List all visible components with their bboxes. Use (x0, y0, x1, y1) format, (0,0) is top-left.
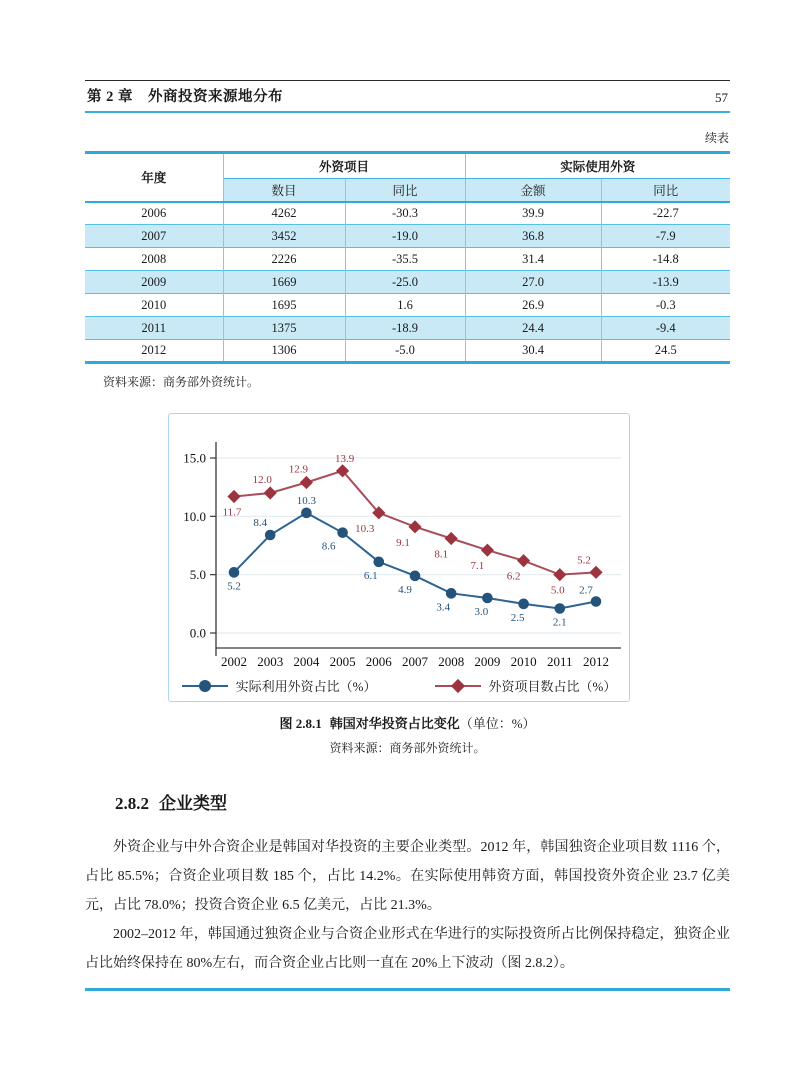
x-tick-label: 2003 (257, 654, 284, 669)
x-tick-label: 2010 (510, 654, 537, 669)
table-cell: 31.4 (465, 248, 601, 271)
table-cell: 1669 (223, 271, 345, 294)
data-point (553, 568, 566, 581)
data-point (589, 566, 602, 579)
table-cell: 39.9 (465, 202, 601, 225)
table-source-note: 资料来源：商务部外资统计。 (103, 375, 260, 389)
figure-number: 图 2.8.1 (279, 716, 322, 731)
data-label: 13.9 (334, 452, 355, 465)
table-header-row (85, 153, 730, 179)
y-tick-label: 0.0 (189, 625, 206, 641)
table-cell: -5.0 (345, 340, 465, 363)
data-point (229, 567, 240, 578)
figure-unit: （单位：%） (459, 716, 536, 731)
x-tick-label: 2007 (402, 654, 428, 669)
data-point (445, 532, 458, 545)
page-content (85, 80, 730, 978)
section-heading (115, 789, 730, 814)
data-point (446, 588, 457, 599)
legend-swatch-circle (182, 679, 228, 693)
x-tick-label: 2005 (329, 654, 356, 669)
data-label: 3.4 (436, 601, 451, 614)
data-label: 2.7 (579, 584, 593, 597)
circle-marker-icon (199, 680, 211, 692)
figure-caption (85, 713, 730, 732)
col-group-actual: 实际使用外资 (465, 153, 730, 179)
table-row (85, 225, 730, 248)
table-cell: 2006 (85, 202, 223, 225)
col-header-amount: 金额 (465, 179, 601, 202)
table-cell: 3452 (223, 225, 345, 248)
section-title: 企业类型 (159, 794, 227, 813)
data-label: 9.1 (396, 536, 410, 549)
table-row (85, 248, 730, 271)
col-group-projects: 外资项目 (223, 153, 465, 179)
data-label: 10.3 (296, 494, 317, 507)
data-point (555, 603, 566, 614)
chart-legend (169, 676, 629, 695)
data-label: 8.6 (321, 540, 336, 553)
table-cell: 1306 (223, 340, 345, 363)
data-label: 6.1 (363, 569, 378, 582)
footer-rule (85, 988, 730, 991)
data-point (518, 599, 529, 610)
table-cell: 26.9 (465, 294, 601, 317)
table-row (85, 317, 730, 340)
table-cell: 24.5 (654, 343, 677, 357)
y-tick-label: 15.0 (183, 450, 206, 466)
data-table (85, 151, 730, 364)
table-cell: -22.7 (652, 205, 679, 220)
data-point (337, 527, 348, 538)
table-continued-label: 续表 (704, 131, 729, 145)
data-label: 5.2 (577, 554, 591, 567)
table-body (85, 202, 730, 363)
legend-item-project-count (435, 676, 617, 695)
col-header-year: 年度 (85, 153, 223, 202)
data-point (264, 486, 277, 499)
x-tick-label: 2009 (474, 654, 501, 669)
table-cell: -13.9 (601, 271, 730, 294)
data-point (410, 571, 421, 582)
table-cell: -30.3 (345, 202, 465, 225)
line-chart (169, 424, 629, 674)
table-cell: -14.8 (652, 251, 679, 266)
diamond-marker-icon (450, 678, 464, 692)
data-label: 12.0 (252, 474, 272, 486)
figure-title: 韩国对华投资占比变化 (329, 716, 460, 731)
table-cell: 4262 (223, 202, 345, 225)
data-point (591, 596, 602, 607)
data-point (517, 554, 530, 567)
table-row (85, 294, 730, 317)
figure-chart-box (168, 413, 630, 702)
chapter-title: 第 2 章 外商投资来源地分布 (87, 89, 283, 105)
table-cell: 36.8 (465, 225, 601, 248)
table-cell: 2007 (85, 225, 223, 248)
x-tick-label: 2002 (221, 654, 247, 669)
x-tick-label: 2008 (438, 654, 465, 669)
table-cell: 2226 (223, 248, 345, 271)
table-cell: 27.0 (465, 271, 601, 294)
table-cell: 2011 (85, 317, 223, 340)
data-label: 2.5 (510, 611, 525, 624)
data-point (408, 520, 421, 533)
data-label: 4.9 (398, 583, 412, 596)
table-cell: 1.6 (345, 294, 465, 317)
legend-label: 外资项目数占比（%） (488, 679, 617, 694)
page-number: 57 (715, 90, 728, 105)
x-tick-label: 2012 (583, 654, 609, 669)
data-label: 8.1 (434, 548, 449, 561)
table-cell: 30.4 (465, 340, 601, 363)
table-row (85, 340, 730, 363)
col-header-count: 数目 (223, 179, 345, 202)
table-cell: -9.4 (601, 317, 730, 340)
paragraph: 2002–2012 年，韩国通过独资企业与合资企业形式在华进行的实际投资所占比例保持稳定，独资企业占比始终保持在 80%左右，而合资企业占比则一直在 20%上下波动（图 2.8.2）。 (85, 927, 730, 971)
table-cell: -0.3 (655, 297, 676, 312)
data-label: 10.3 (355, 522, 375, 535)
data-label: 2.1 (552, 616, 567, 629)
line-chart-mount (169, 424, 629, 674)
data-point (300, 476, 313, 489)
table-row (85, 271, 730, 294)
body-text (85, 833, 730, 978)
data-label: 5.2 (227, 580, 241, 593)
table-cell: -19.0 (345, 225, 465, 248)
table-cell: 2009 (85, 271, 223, 294)
y-tick-label: 10.0 (183, 508, 206, 524)
col-header-yoy-actual: 同比 (601, 179, 730, 202)
legend-swatch-diamond (435, 679, 481, 693)
data-label: 7.1 (470, 560, 485, 573)
data-label: 6.2 (506, 570, 521, 583)
table-row (85, 202, 730, 225)
table-cell: -35.5 (345, 248, 465, 271)
data-point (227, 490, 240, 503)
table-cell: 24.4 (465, 317, 601, 340)
table-cell: -18.9 (345, 317, 465, 340)
data-label: 5.0 (550, 584, 565, 597)
data-label: 8.4 (253, 517, 268, 529)
figure-source-note: 资料来源：商务部外资统计。 (329, 741, 486, 755)
table-cell: 2008 (85, 248, 223, 271)
table-cell: 1375 (223, 317, 345, 340)
x-tick-label: 2011 (547, 654, 573, 669)
data-point (481, 544, 494, 557)
table-cell: -25.0 (345, 271, 465, 294)
data-label: 11.7 (222, 506, 242, 519)
legend-item-actual-fdi (182, 676, 377, 695)
running-head (85, 80, 730, 113)
y-tick-label: 5.0 (189, 567, 206, 583)
data-point (265, 530, 276, 541)
col-header-yoy-projects: 同比 (345, 179, 465, 202)
data-label: 12.9 (288, 463, 309, 476)
table-cell: 2010 (85, 294, 223, 317)
legend-label: 实际利用外资占比（%） (235, 679, 377, 694)
x-tick-label: 2006 (365, 654, 392, 669)
table-cell: 2012 (85, 340, 223, 363)
table-cell: -7.9 (601, 225, 730, 248)
data-point (374, 557, 385, 568)
x-tick-label: 2004 (293, 654, 320, 669)
data-label: 3.0 (474, 606, 489, 618)
section-number: 2.8.2 (115, 794, 149, 813)
data-point (482, 593, 493, 604)
data-point (301, 508, 312, 519)
paragraph: 外资企业与中外合资企业是韩国对华投资的主要企业类型。2012 年，韩国独资企业项目数 1116 个，占比 85.5%；合资企业项目数 185 个，占比 14.2%。在实际使用韩资方面，韩国投资外资企业 23.7 亿美元，占比 78.0%；投资合资企业 6.5 亿美元，占比 21.3%。 (85, 840, 730, 913)
table-cell: 1695 (223, 294, 345, 317)
